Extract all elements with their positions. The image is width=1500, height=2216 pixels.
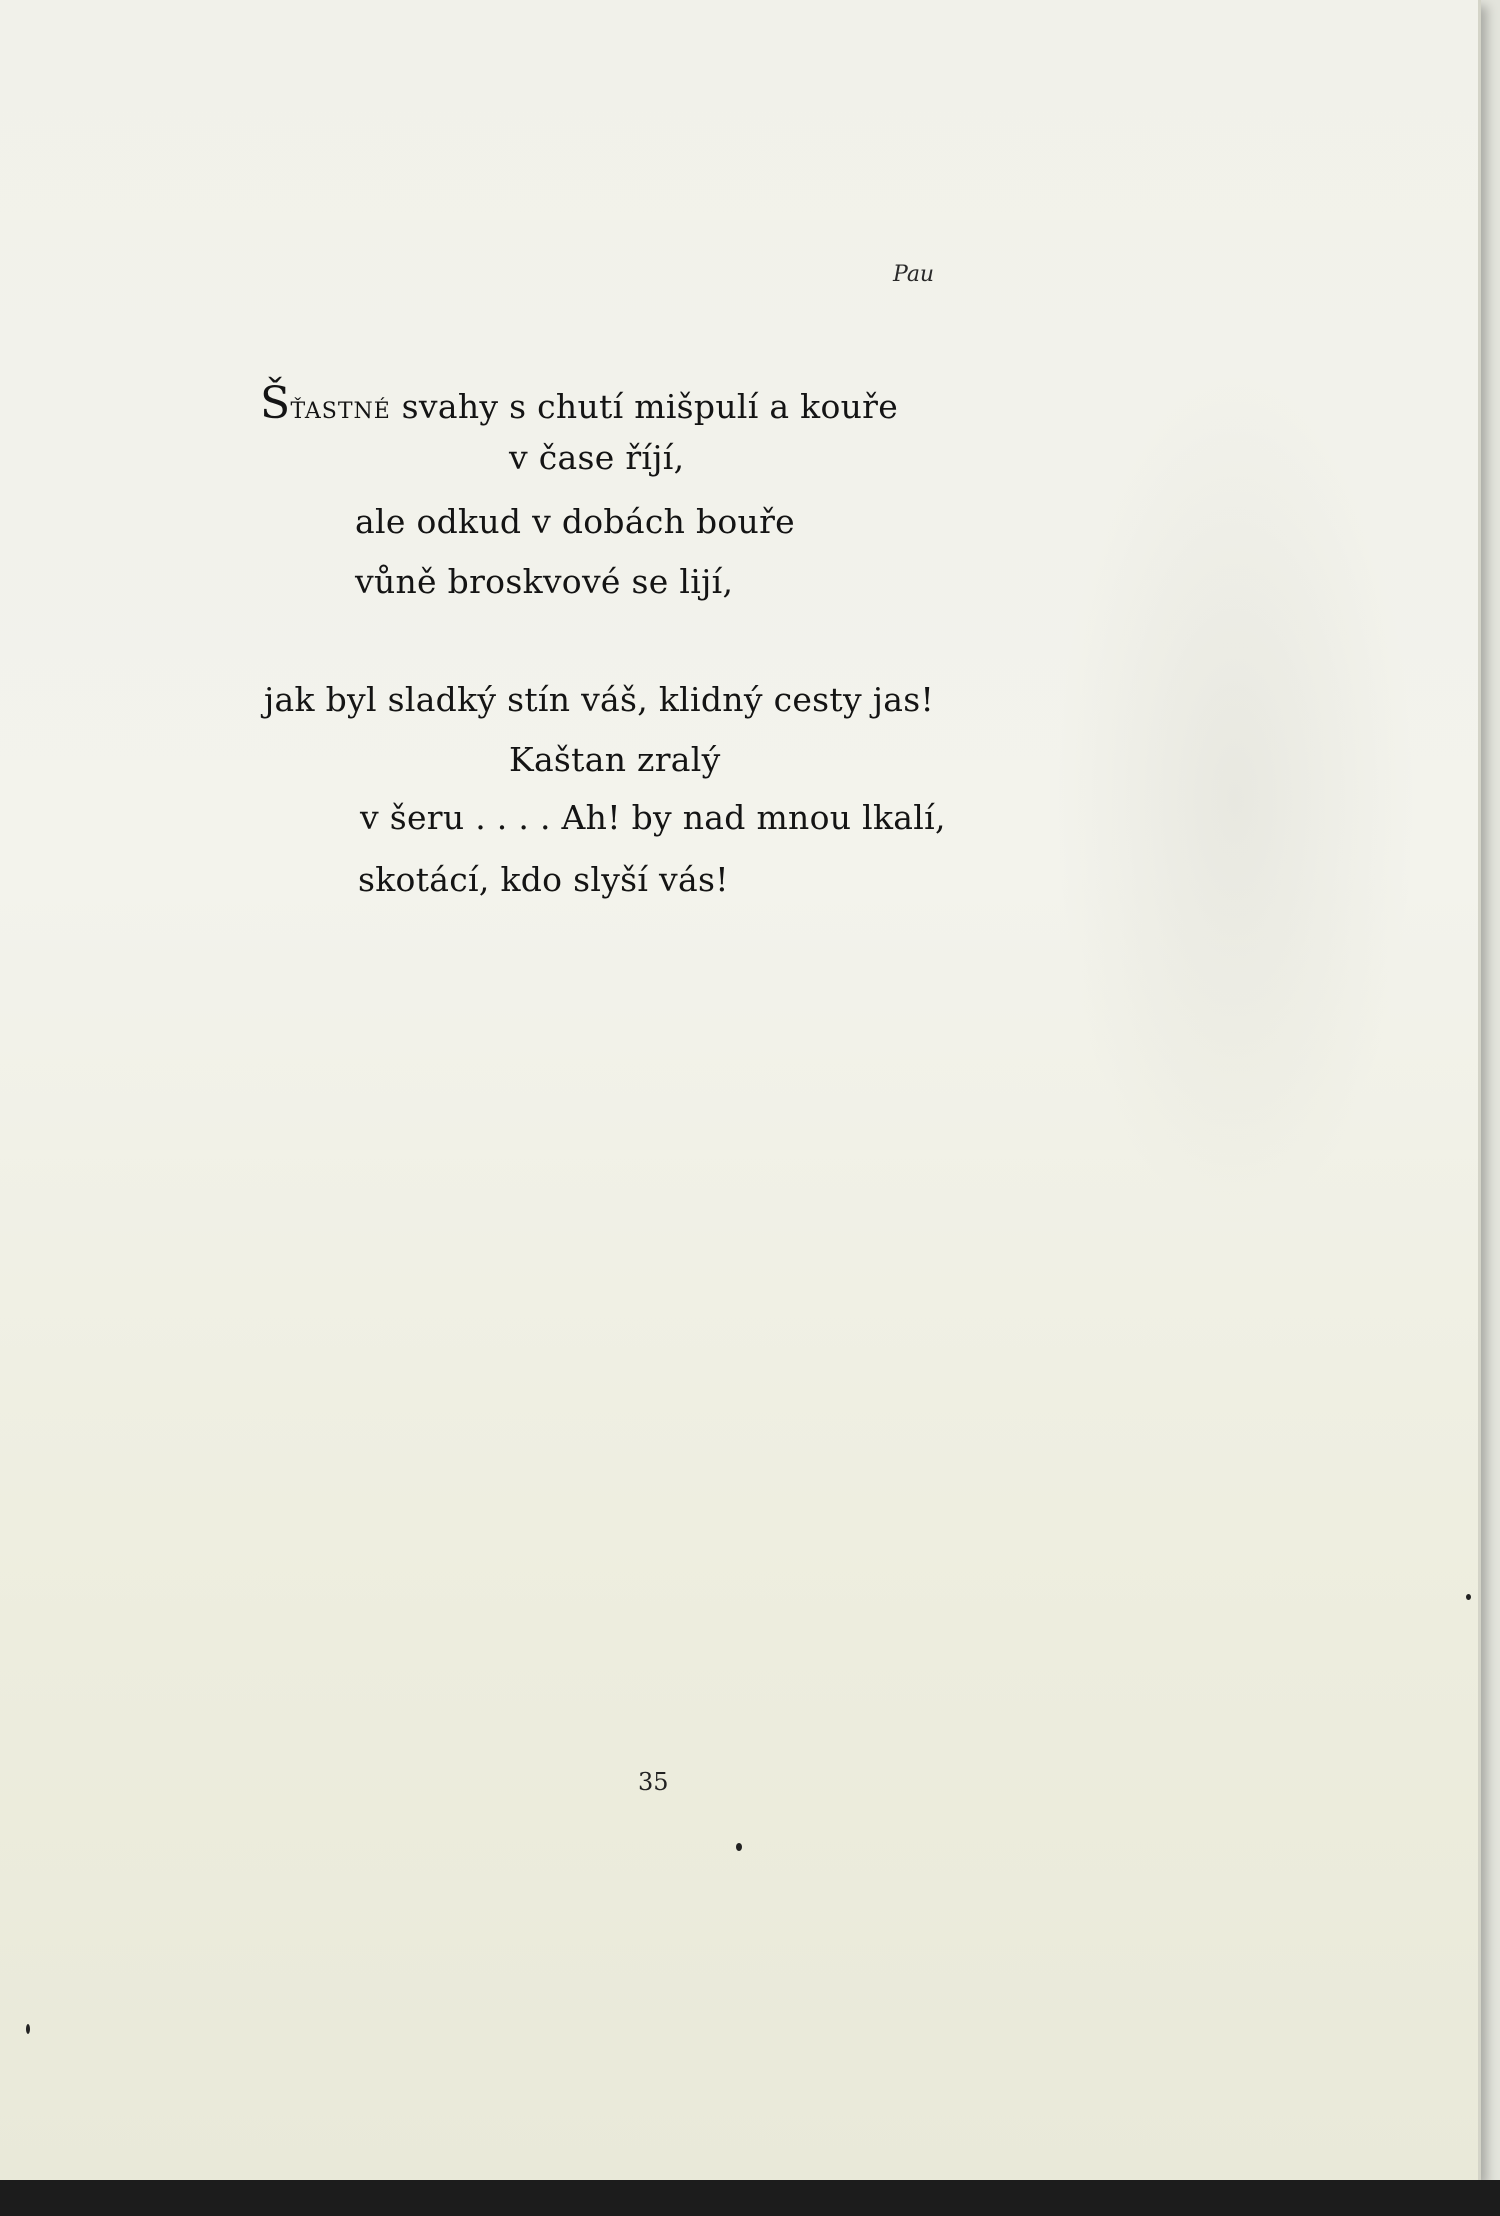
verse-line-2: v čase říjí,	[509, 438, 685, 477]
verse-line-8: skotácí, kdo slyší vás!	[358, 860, 729, 899]
verse-line-6: Kaštan zralý	[509, 740, 721, 779]
verse-line-3: ale odkud v dobách bouře	[355, 502, 796, 541]
ink-speck	[736, 1843, 742, 1851]
verse-line-1	[260, 378, 899, 429]
verse-line-4: vůně broskvové se lijí,	[355, 562, 734, 601]
small-caps-word: ŤASTNÉ	[290, 399, 391, 424]
drop-initial: Š	[260, 378, 291, 429]
ink-speck	[26, 2024, 30, 2034]
show-through-text-shadow	[1055, 370, 1415, 1230]
verse-line-5: jak byl sladký stín váš, klidný cesty jas!	[264, 680, 935, 719]
scan-bottom-edge	[0, 2180, 1500, 2216]
verse-line-1-rest: svahy s chutí mišpulí a kouře	[390, 387, 899, 426]
verse-line-7: v šeru . . . . Ah! by nad mnou lkalí,	[360, 798, 946, 837]
ink-speck	[1466, 1594, 1471, 1600]
running-head: Pau	[893, 262, 935, 287]
page-number: 35	[638, 1768, 669, 1796]
